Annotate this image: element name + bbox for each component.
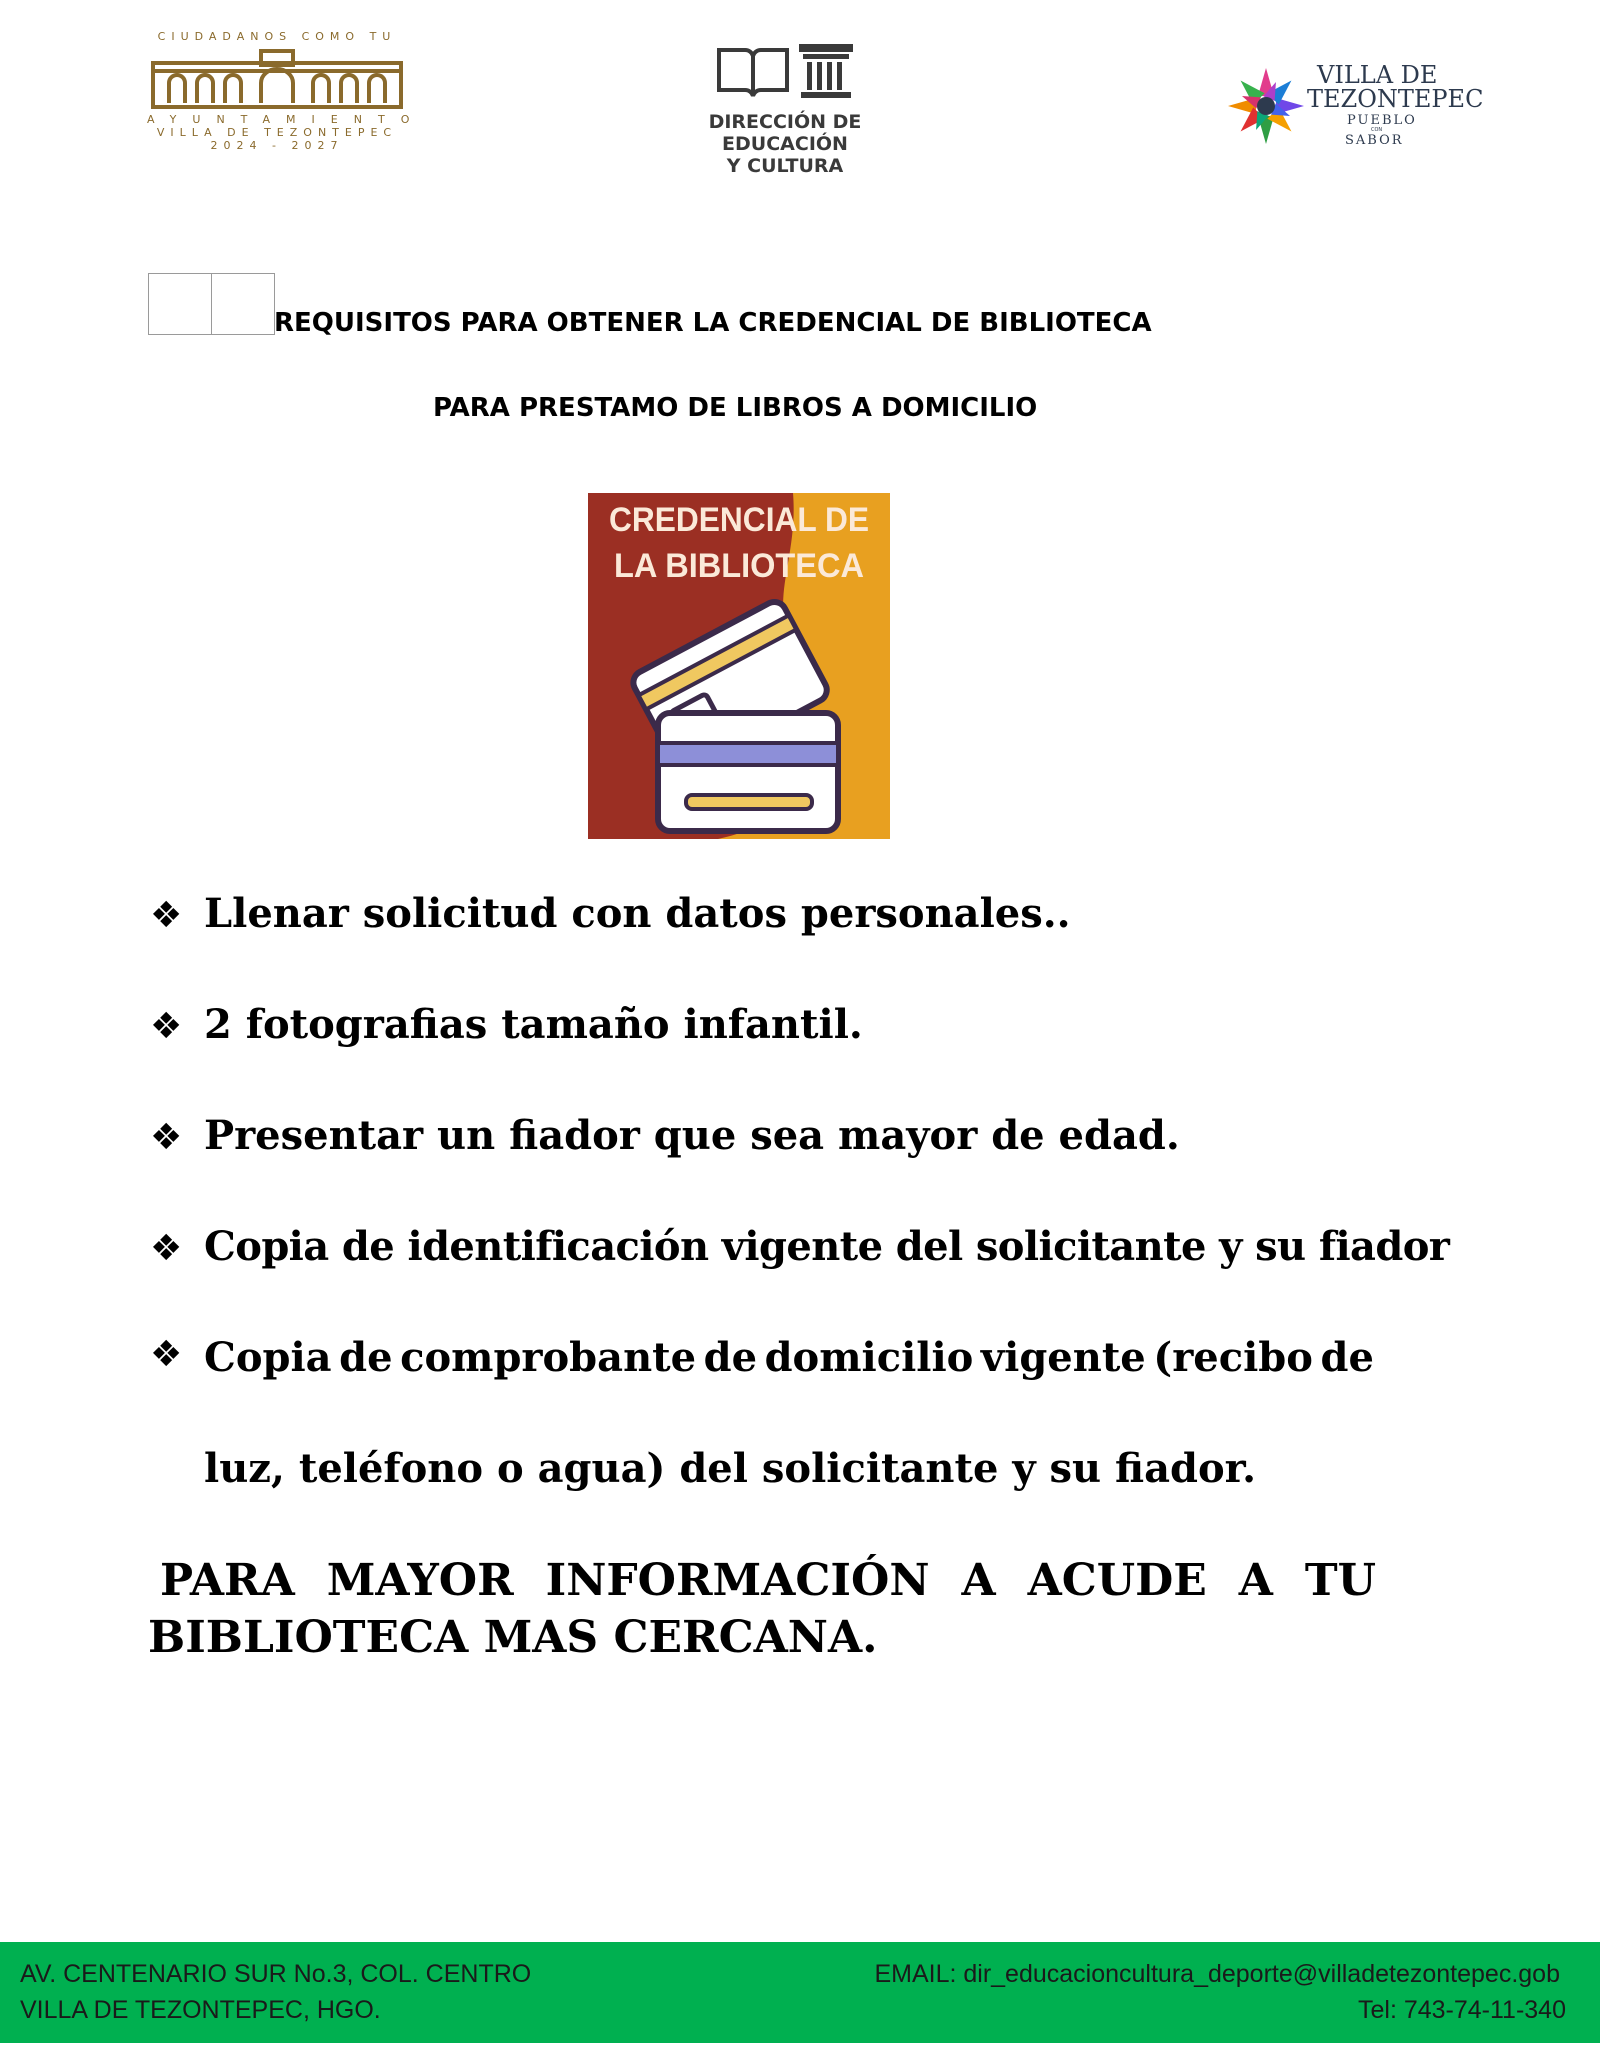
villa-line3: PUEBLO bbox=[1347, 113, 1417, 128]
direccion-line1: DIRECCIÓN DE bbox=[708, 111, 862, 133]
ayuntamiento-line3: 2024 - 2027 bbox=[210, 139, 344, 152]
diamond-bullet-icon: ❖ bbox=[150, 895, 183, 936]
ayuntamiento-line1: AYUNTAMIENTO bbox=[147, 113, 426, 126]
villa-line2: TEZONTEPEC bbox=[1307, 85, 1484, 113]
more-info-line2: BIBLIOTECA MAS CERCANA. bbox=[148, 1612, 878, 1663]
ayuntamiento-line2: VILLA DE TEZONTEPEC bbox=[156, 126, 398, 139]
requirement-text: Llenar solicitud con datos personales.. bbox=[204, 890, 1071, 937]
front-card-icon bbox=[658, 713, 838, 831]
footer-email: EMAIL: dir_educacioncultura_deporte@villadetezontepec.gob bbox=[874, 1960, 1560, 1988]
star-flower-icon bbox=[1225, 65, 1307, 147]
footer-phone: Tel: 743-74-11-340 bbox=[1357, 1996, 1566, 2024]
footer-address-line1: AV. CENTENARIO SUR No.3, COL. CENTRO bbox=[20, 1960, 532, 1988]
library-card-image bbox=[588, 493, 890, 839]
villa-line4: CON bbox=[1371, 127, 1383, 133]
requirement-text: Copia de identificación vigente del solicitante y su fiador bbox=[204, 1223, 1450, 1270]
ayuntamiento-top-text: CIUDADANOS COMO TU bbox=[157, 30, 397, 43]
footer-address-line2: VILLA DE TEZONTEPEC, HGO. bbox=[20, 1996, 381, 2024]
direccion-line3: Y CULTURA bbox=[726, 155, 844, 177]
footer-bar bbox=[0, 1942, 1600, 2043]
requirement-text: Copia de comprobante de domicilio vigente (recibo de bbox=[204, 1334, 1374, 1381]
requirement-text: 2 fotografias tamaño infantil. bbox=[204, 1001, 863, 1048]
requirement-item bbox=[150, 1334, 1380, 1381]
diamond-bullet-icon: ❖ bbox=[150, 1334, 183, 1375]
diamond-bullet-icon: ❖ bbox=[150, 1228, 183, 1269]
book-column-icon bbox=[715, 42, 855, 100]
card-image-title-line2: LA BIBLIOTECA bbox=[614, 547, 864, 585]
empty-box bbox=[211, 273, 275, 335]
direccion-logo bbox=[690, 42, 880, 182]
page-subtitle: PARA PRESTAMO DE LIBROS A DOMICILIO bbox=[433, 393, 1038, 423]
ayuntamiento-logo bbox=[147, 30, 426, 160]
villa-logo bbox=[1225, 55, 1484, 155]
more-info-line1: PARA MAYOR INFORMACIÓN A ACUDE A TU bbox=[160, 1555, 1376, 1606]
card-image-title-line1: CREDENCIAL DE bbox=[609, 501, 869, 539]
villa-line1: VILLA DE bbox=[1317, 61, 1438, 89]
empty-box bbox=[148, 273, 212, 335]
requirement-item bbox=[150, 1223, 1450, 1270]
requirement-item bbox=[150, 1112, 1380, 1159]
requirement-continuation: luz, teléfono o agua) del solicitante y su fiador. bbox=[204, 1445, 1257, 1492]
villa-line5: SABOR bbox=[1345, 133, 1404, 148]
page-title: REQUISITOS PARA OBTENER LA CREDENCIAL DE BIBLIOTECA bbox=[274, 308, 1152, 338]
diamond-bullet-icon: ❖ bbox=[150, 1117, 183, 1158]
direccion-line2: EDUCACIÓN bbox=[722, 133, 848, 155]
palace-icon bbox=[149, 47, 405, 111]
diamond-bullet-icon: ❖ bbox=[150, 1006, 183, 1047]
requirement-item bbox=[150, 1001, 1380, 1048]
requirement-item bbox=[150, 890, 1380, 937]
requirement-text: Presentar un fiador que sea mayor de edad. bbox=[204, 1112, 1180, 1159]
